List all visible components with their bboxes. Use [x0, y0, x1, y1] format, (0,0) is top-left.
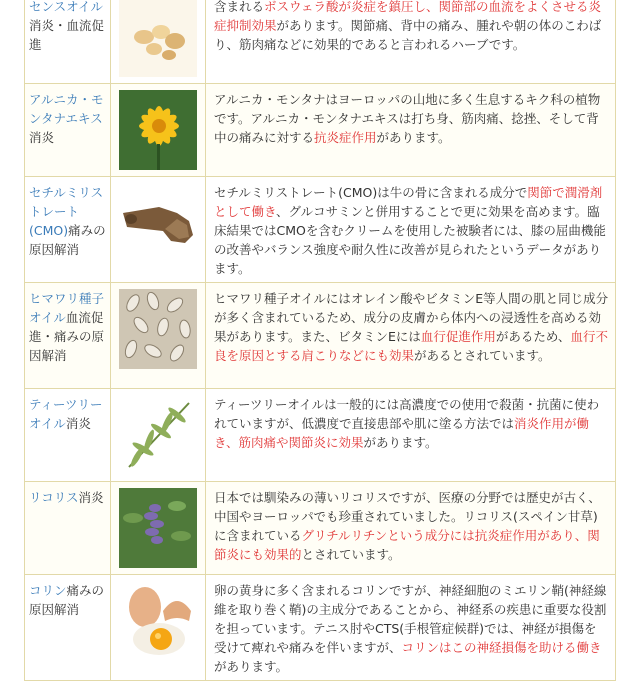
table-row	[25, 283, 616, 389]
table-row	[25, 575, 616, 681]
ingredient-effect: 消炎	[65, 416, 91, 431]
ingredient-description	[206, 389, 616, 482]
description-text: があります。	[376, 130, 451, 145]
ingredient-name-cell	[25, 84, 111, 177]
ingredient-image-cell	[111, 84, 206, 177]
description-text: があります。	[214, 659, 289, 674]
ingredient-name-cell	[25, 575, 111, 681]
sunflower-seeds-icon	[119, 289, 197, 369]
table-row	[25, 482, 616, 575]
ingredient-effect: 消炎	[78, 490, 104, 505]
ingredient-description	[206, 177, 616, 283]
highlighted-text: 血行促進作用	[420, 329, 496, 344]
description-text: があります。関節痛、背中の痛み、腫れや朝の体のこわばり、筋肉痛などに効果的であると言われるハーブです。	[214, 18, 602, 52]
ingredient-name: センスオイル	[29, 0, 104, 14]
description-text: アルニカ・モンタナはヨーロッパの山地に多く生息するキク科の植物です。アルニカ・モンタナエキスは打ち身、筋肉痛、捻挫、そして背中の痛みに対する	[214, 92, 601, 145]
description-text: があるため、	[495, 329, 571, 344]
table-row	[25, 0, 616, 84]
ingredient-image-cell	[111, 0, 206, 84]
ingredient-image-cell	[111, 575, 206, 681]
highlighted-text: 消炎作用が働き、筋肉痛や関節炎に効果	[214, 416, 590, 450]
ingredient-image-cell	[111, 389, 206, 482]
description-text: があるとされています。	[414, 348, 551, 363]
ingredient-name: セチルミリストレート(CMO)	[29, 185, 104, 238]
table-row	[25, 84, 616, 177]
highlighted-text: ボスウェラ酸が炎症を鎮圧し、関節部の血流をよくさせる炎症抑制効果	[214, 0, 602, 33]
ingredient-name: リコリス	[29, 490, 79, 505]
ingredient-name-cell	[25, 0, 111, 84]
description-text: セチルミリストレート(CMO)は牛の骨に含まれる成分で	[214, 185, 528, 200]
ingredients-table	[24, 0, 616, 681]
ingredient-name-cell	[25, 283, 111, 389]
ingredient-effect: 血流促進・痛みの原因解消	[29, 310, 105, 363]
licorice-plant-icon	[119, 488, 197, 568]
description-text: ヒマワリ種子オイルにはオレイン酸やビタミンE等人間の肌と同じ成分が多く含まれているため、成分の皮膚から体内への浸透性を高める効果があります。また、ビタミンEには	[214, 291, 609, 344]
frankincense-resin-icon	[119, 0, 197, 77]
description-text: 日本では馴染みの薄いリコリスですが、医療の分野では歴史が古く、中国やヨーロッパでも珍重されていました。リコリス(スペイン甘草)に含まれている	[214, 490, 601, 543]
ingredient-image-cell	[111, 283, 206, 389]
ingredient-name-cell	[25, 482, 111, 575]
description-text: とされています。	[301, 547, 401, 562]
highlighted-text: グリチルリチンという成分には抗炎症作用があり、関節炎にも効果的	[214, 528, 600, 562]
table-row	[25, 389, 616, 482]
ingredient-effect: 痛みの原因解消	[29, 223, 106, 257]
ingredient-description	[206, 84, 616, 177]
ingredient-effect: 痛みの原因解消	[29, 583, 105, 617]
ingredient-description	[206, 0, 616, 84]
ingredient-image-cell	[111, 177, 206, 283]
ingredient-image-cell	[111, 482, 206, 575]
ingredient-name: アルニカ・モンタナエキス	[29, 92, 104, 126]
ingredient-description	[206, 283, 616, 389]
highlighted-text: 血行不良を原因とする肩こりなどにも効果	[214, 329, 608, 363]
description-text: 含まれる	[214, 0, 265, 14]
ingredient-description	[206, 575, 616, 681]
ingredient-name: ヒマワリ種子オイル	[29, 291, 105, 325]
arnica-flower-icon	[119, 90, 197, 170]
ingredient-description	[206, 482, 616, 575]
ingredient-name-cell	[25, 177, 111, 283]
highlighted-text: 関節で潤滑剤として働き	[214, 185, 603, 219]
highlighted-text: 抗炎症作用	[314, 130, 377, 145]
highlighted-text: コリンはこの神経損傷を助ける働き	[401, 640, 602, 655]
egg-yolk-icon	[119, 581, 197, 661]
description-text: があります。	[363, 435, 438, 450]
ingredients-table-container	[24, 0, 616, 681]
description-text: ティーツリーオイルは一般的には高濃度での使用で殺菌・抗菌に使われていますが、低濃度で直接患部や肌に塗る方法では	[214, 397, 600, 431]
ingredient-effect: 消炎	[29, 130, 55, 145]
tea-tree-leaves-icon	[119, 395, 197, 475]
ingredient-name: ティーツリーオイル	[29, 397, 103, 431]
bovine-bone-icon	[119, 183, 197, 263]
ingredient-effect: 消炎・血流促進	[29, 18, 105, 52]
description-text: 、グルコサミンと併用することで更に効果を高めます。臨床結果ではCMOを含むクリームを使用した被験者には、膝の屈曲機能の改善やバランス強度や耐久性に改善が見られたというデータがあります。	[214, 204, 606, 276]
description-text: 卵の黄身に多く含まれるコリンですが、神経細胞のミエリン鞘(神経線維を取り巻く鞘)の主成分であることから、神経系の疾患に重要な役割を担っています。テニス肘やCTS(手根管症候群)では、神経が損傷を受けて痺れや痛みを伴いますが、	[214, 583, 607, 655]
ingredient-name: コリン	[29, 583, 67, 598]
ingredient-name-cell	[25, 389, 111, 482]
table-row	[25, 177, 616, 283]
